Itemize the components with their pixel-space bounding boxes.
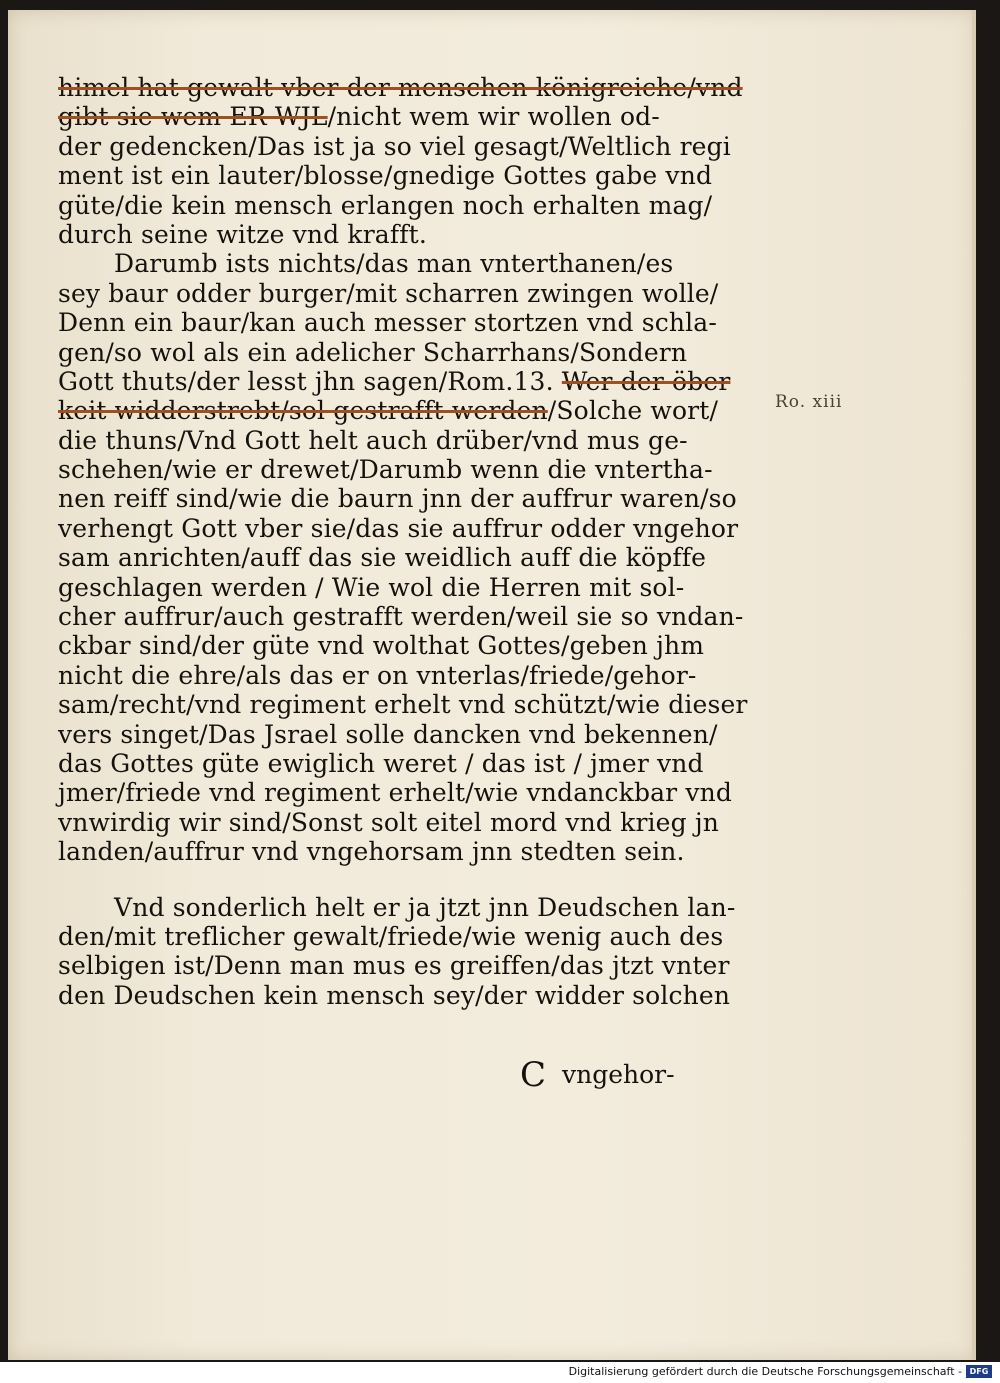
- funding-credit: Digitalisierung gefördert durch die Deutsche Forschungsgemeinschaft -: [568, 1365, 962, 1378]
- line-text: Denn ein baur/kan auch messer stortzen vnd schla-: [58, 308, 717, 338]
- text-line: [58, 661, 748, 690]
- line-text: vnwirdig wir sind/Sonst solt eitel mord vnd krieg jn: [58, 807, 720, 837]
- text-line: [58, 602, 748, 631]
- text-line: [58, 396, 748, 425]
- line-text: vers singet/Das Jsrael solle dancken vnd bekennen/: [58, 719, 718, 749]
- dfg-logo: DFG: [966, 1365, 992, 1378]
- line-text: den Deudschen kein mensch sey/der widder solchen: [58, 980, 731, 1010]
- text-line: [58, 191, 748, 220]
- line-text: sam anrichten/auff das sie weidlich auff die köpffe: [58, 543, 707, 573]
- text-line: [58, 308, 748, 337]
- line-text: sam/recht/vnd regiment erhelt vnd schützt/wie dieser: [58, 690, 748, 720]
- text-line: [58, 484, 748, 513]
- signature-mark: C: [520, 1055, 547, 1095]
- line-text: Vnd sonderlich helt er ja jtzt jnn Deudschen lan-: [114, 892, 736, 922]
- line-text: durch seine witze vnd krafft.: [58, 219, 427, 249]
- body-text: [58, 73, 748, 1010]
- paragraph-gap: [58, 867, 748, 893]
- text-line: [58, 102, 748, 131]
- line-text: /nicht wem wir wollen od-: [327, 102, 660, 132]
- text-line: [58, 73, 748, 102]
- struck-text: himel hat gewalt vber der menschen königreiche/vnd: [58, 73, 743, 102]
- text-line: [58, 220, 748, 249]
- text-line: [58, 951, 748, 980]
- line-text: cher auffrur/auch gestrafft werden/weil sie so vndan-: [58, 602, 744, 632]
- line-text: güte/die kein mensch erlangen noch erhalten mag/: [58, 190, 713, 220]
- text-line: [58, 426, 748, 455]
- line-text: /Solche wort/: [547, 396, 719, 426]
- line-text: jmer/friede vnd regiment erhelt/wie vndanckbar vnd: [58, 778, 733, 808]
- line-text: schehen/wie er drewet/Darumb wenn die vntertha-: [58, 455, 713, 485]
- text-line: [58, 543, 748, 572]
- text-line: [58, 249, 748, 278]
- text-line: [58, 922, 748, 951]
- line-text: Gott thuts/der lesst jhn sagen/Rom.13.: [58, 366, 562, 396]
- catchword: vngehor-: [562, 1060, 675, 1089]
- line-text: gen/so wol als ein adelicher Scharrhans/Sondern: [58, 337, 688, 367]
- line-text: ment ist ein lauter/blosse/gnedige Gottes gabe vnd: [58, 161, 713, 191]
- line-text: landen/auffrur vnd vngehorsam jnn stedten sein.: [58, 837, 685, 867]
- text-line: [58, 132, 748, 161]
- text-line: [58, 720, 748, 749]
- line-text: das Gottes güte ewiglich weret / das ist / jmer vnd: [58, 748, 704, 778]
- text-line: [58, 161, 748, 190]
- line-text: geschlagen werden / Wie wol die Herren mit sol-: [58, 572, 685, 602]
- text-line: [58, 893, 748, 922]
- text-line: [58, 514, 748, 543]
- marginal-note: Ro. xiii: [775, 392, 843, 412]
- line-text: der gedencken/Das ist ja so viel gesagt/Weltlich regi: [58, 131, 731, 161]
- text-line: [58, 981, 748, 1010]
- text-line: [58, 808, 748, 837]
- text-line: [58, 749, 748, 778]
- line-text: die thuns/Vnd Gott helt auch drüber/vnd mus ge-: [58, 425, 688, 455]
- line-text: Darumb ists nichts/das man vnterthanen/es: [114, 249, 674, 279]
- line-text: den/mit treflicher gewalt/friede/wie wenig auch des: [58, 921, 724, 951]
- line-text: nen reiff sind/wie die baurn jnn der auffrur waren/so: [58, 484, 737, 514]
- line-text: ckbar sind/der güte vnd wolthat Gottes/geben jhm: [58, 631, 705, 661]
- text-line: [58, 573, 748, 602]
- text-line: [58, 455, 748, 484]
- text-line: [58, 338, 748, 367]
- struck-text: gibt sie wem ER WJL: [58, 102, 328, 132]
- page-edge: [972, 10, 976, 1360]
- struck-text: Wer der öber: [561, 366, 731, 396]
- line-text: sey baur odder burger/mit scharren zwingen wolle/: [58, 278, 719, 308]
- text-line: [58, 279, 748, 308]
- text-line: [58, 778, 748, 807]
- struck-text: keit widderstrebt/sol gestrafft werden: [58, 396, 548, 426]
- line-text: selbigen ist/Denn man mus es greiffen/das jtzt vnter: [58, 951, 730, 981]
- text-line: [58, 837, 748, 866]
- text-line: [58, 367, 748, 396]
- text-line: [58, 631, 748, 660]
- text-line: [58, 690, 748, 719]
- line-text: verhengt Gott vber sie/das sie auffrur odder vngehor: [58, 513, 739, 543]
- line-text: nicht die ehre/als das er on vnterlas/friede/gehor-: [58, 660, 697, 690]
- footer-bar: [0, 1362, 1000, 1383]
